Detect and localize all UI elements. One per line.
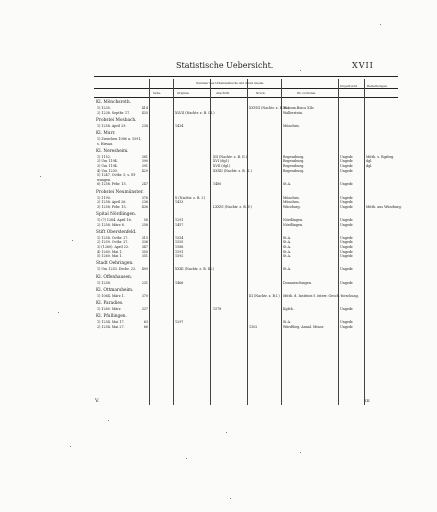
cell-ungedruckt: Ungedr. [340, 195, 354, 200]
cell-wo: St.A. [283, 245, 292, 249]
cell-original: 1555 [175, 240, 184, 245]
cell-seite: 390 [141, 159, 148, 164]
row-label: 2) 1259. Octbr. 27. [97, 240, 129, 245]
cell-ungedruckt: Ungedr. [340, 254, 354, 259]
cell-ungedruckt: Ungedr. [340, 235, 354, 240]
cell-druck: 1302 [249, 324, 258, 329]
cell-original: XLVII (Nachtr. z. B. III.) [175, 110, 215, 115]
cell-original: 1466 [175, 280, 184, 285]
cell-seite: 381 [141, 154, 148, 159]
cell-druck: III (Nachtr. z. B.I.) [249, 293, 280, 298]
row-label: 2) 1238. Septbr. 17. [97, 110, 131, 115]
cell-original: 1291 [175, 218, 184, 222]
cell-original: 1592 [175, 254, 184, 259]
cell-ungedruckt: Ungedr. [340, 267, 354, 272]
row-label: 4) 1260. Mai 1. [97, 249, 123, 254]
cell-wo: St.A. [283, 240, 292, 245]
section-title: Kl. Mönchsroth. [96, 100, 131, 105]
column-ungedruckt-header: Ungedruckt. [340, 84, 358, 88]
cell-wo: Nördlingen. [283, 222, 304, 227]
section-title: Kl. Paradies. [96, 301, 124, 306]
row-label: 2) 1258. März 8. [97, 222, 125, 227]
cell-original: 1433 [175, 200, 184, 205]
row-label: 2) 1254. Mai 27. [97, 324, 125, 329]
row-label: 4) Um 1230. [97, 168, 118, 173]
section-title: Kl. Murr. [96, 131, 116, 136]
cell-bemerkungen: dgl. [366, 164, 373, 168]
cell-original: 1588 [175, 245, 184, 249]
cell-ungedruckt: Ungedr. [340, 182, 354, 187]
cell-druck: XXVIII (Nachtr. z. B. II.) [249, 106, 290, 110]
cell-abschrift: 1480 [213, 182, 222, 187]
cell-bemerkungen: Mitth. aus Würzburg. [366, 204, 402, 209]
cell-seite: 231 [141, 280, 148, 285]
row-label: 1) 1254. Mai 17. [97, 320, 125, 325]
column-bemerkungen-header: Bemerkungen. [367, 84, 388, 88]
section-title: Kl. Neresheim. [96, 148, 129, 154]
cell-wo: Regensburg. [283, 159, 305, 164]
section-title: Stadt Oehringen. [96, 261, 134, 267]
cell-bemerkungen: dgl. [366, 159, 373, 164]
cell-ungedruckt: Ungedr. [340, 240, 354, 245]
cell-seite: 236 [141, 200, 148, 205]
row-label: 1) 1258. [97, 280, 111, 285]
cell-seite: 370 [141, 293, 148, 298]
cell-ungedruckt: Ungedr. [340, 245, 354, 249]
cell-ungedruckt: Ungedr. [340, 320, 354, 325]
row-label: 1) 1260. März [97, 307, 121, 311]
cell-ungedruckt: Ungedr. [340, 159, 354, 164]
row-label: 5) 1247. Octbr. 5, s. El- [97, 173, 136, 178]
cell-ungedruckt: Ungedr. [340, 324, 354, 329]
cell-abschrift: LXXVI (Nachtr. z. B. V.) [213, 204, 252, 209]
cell-wo: St.A. [283, 235, 292, 240]
page-number: XVII [352, 61, 374, 70]
signature-mark: V. [95, 398, 100, 404]
section-title: Kl. Ottmarsheim. [96, 287, 134, 293]
cell-wo: Regensburg. [283, 164, 305, 168]
cell-wo: Donaueschingen. [283, 280, 312, 285]
cell-seite: 56 [143, 218, 148, 222]
cell-seite: 337 [141, 307, 148, 311]
cell-seite: 435 [141, 110, 148, 115]
row-label: 3) (1260). April 23. [97, 245, 129, 249]
row-label: 1) 1064. März 1. [97, 293, 125, 298]
row-label: 1) 1258. April 29. [97, 123, 127, 128]
row-label: 1) 1152. [97, 154, 111, 159]
cell-wo: Regensburg. [283, 168, 305, 173]
cell-wo: München. [283, 123, 300, 128]
cell-wo: Nördlingen. [283, 218, 304, 222]
row-label: 3) Um 1194. [97, 164, 118, 168]
cell-ungedruckt: Ungedr. [340, 168, 354, 173]
cell-seite: 347 [141, 245, 148, 249]
cell-wo: Monum.Boica XIIs [283, 106, 314, 110]
cell-ungedruckt: Ungedr. [340, 222, 354, 227]
cell-seite: 63 [143, 320, 148, 325]
cell-ungedruckt: Ungedr. [340, 200, 354, 205]
cell-wo: St.A. [283, 320, 292, 325]
row-label: 1) Um 1253. Decbr. 23. [97, 267, 136, 272]
column-original-header: Original. [177, 91, 190, 95]
column-group-header: Nummer des Urkundenbuchs und deren Quelle. [196, 81, 265, 85]
rule-header [94, 97, 398, 98]
cell-wo: St.A. [283, 254, 292, 259]
cell-wo: St.A. [283, 182, 292, 187]
cell-ungedruckt: Ungedr. [340, 164, 354, 168]
cell-abschrift: XVII (dgl.) [213, 164, 231, 168]
cell-abschrift: XXXII (Nachtr. z. B. II.) [213, 168, 252, 173]
cell-wo: Würzburg. [283, 204, 301, 209]
section-title: Stift Oberstenfeld. [96, 229, 137, 235]
section-title: Probstei Neumünster. [96, 189, 144, 195]
cell-wo: St.A. [283, 267, 292, 272]
section-title: Kl. Offenhausen. [96, 274, 133, 280]
page-title: Statistische Uebersicht. [176, 61, 274, 70]
cell-bemerkungen: Mitth. s. Rgsbrg. [366, 154, 395, 159]
cell-seite: 409 [141, 267, 148, 272]
row-label: 3) 1258. Febr. 15. [97, 204, 127, 209]
row-label: 1) 1235. [97, 106, 111, 110]
cell-abschrift: XII (Nachtr. z. B. II.) [213, 154, 248, 159]
cell-wo: Regensburg. [283, 154, 305, 159]
row-label: wangen. [97, 177, 112, 182]
rule-group [94, 88, 398, 89]
cell-seite: 414 [141, 106, 148, 110]
section-title: Kl. Pfullingen. [96, 314, 127, 320]
row-label: 2) 1258. April 26. [97, 200, 127, 205]
rule-top [94, 76, 398, 77]
row-label: s. Hirsau. [97, 141, 114, 146]
cell-seite: 66 [143, 324, 148, 329]
cell-seite: 391 [141, 164, 148, 168]
row-label: 1) Zwischen 1086 u. 1091, [97, 137, 142, 141]
cell-wo: Kgleh. [283, 307, 294, 311]
cell-original: 1591 [175, 249, 184, 254]
cell-ungedruckt: Ungedr. [340, 249, 354, 254]
cell-abschrift: 1578 [213, 307, 222, 311]
footer-page-number: III [365, 398, 370, 403]
cell-wo: St.A. [283, 249, 292, 254]
row-label: 1) (?) 1264. April 16. [97, 218, 132, 222]
cell-seite: 238 [141, 123, 148, 128]
row-label: 5) 1260. Mai 1. [97, 254, 123, 259]
column-seite-header: Seite. [153, 91, 162, 95]
cell-original: 1297 [175, 320, 184, 325]
cell-seite: 350 [141, 249, 148, 254]
cell-seite: 351 [141, 254, 148, 259]
cell-seite: 376 [141, 195, 148, 200]
cell-ungedruckt: Ungedr. [340, 307, 354, 311]
row-label: 2) Um 1194. [97, 159, 118, 164]
row-label: 1) 1190. [97, 195, 111, 200]
cell-seite: 436 [141, 204, 148, 209]
column-druck-header: Druck. [256, 91, 266, 95]
column-abschrift-header: Abschrift. [216, 91, 230, 95]
cell-ungedruckt: Ungedr. [340, 204, 354, 209]
cell-ungedruckt: Ungedr. [340, 218, 354, 222]
cell-original: 1434 [175, 123, 184, 128]
column-wo-header: Wo zu finden. [297, 91, 317, 95]
row-label: 6) 1258. Febr. 15. [97, 182, 127, 187]
cell-original: XXIII (Nachtr. z. B. III.) [175, 267, 214, 272]
cell-seite: 420 [141, 168, 148, 173]
cell-seite: 247 [141, 182, 148, 187]
cell-ungedruckt: Ungedr. [340, 154, 354, 159]
cell-wo: Würdtbrg. Annal. Minor. [283, 324, 324, 329]
cell-seite: 336 [141, 240, 148, 245]
section-title: Probstei Mosbach. [96, 117, 137, 123]
cell-original: 1554 [175, 235, 184, 240]
cell-abschrift: XVI (dgl.) [213, 159, 229, 164]
section-title: Spital Nördlingen. [96, 212, 137, 217]
cell-ungedruckt: Ungedr. [340, 280, 354, 285]
cell-original: X (Nachtr. z. B. I.) [175, 195, 206, 200]
cell-seite: 258 [141, 222, 148, 227]
cell-original: 1457 [175, 222, 184, 227]
cell-seite: 315 [141, 235, 148, 240]
cell-wo: Mitth. d. Instituts f. österr. Gesch.-forschung. [283, 293, 359, 298]
row-label: 1) 1258. Octbr. 27. [97, 235, 129, 240]
cell-wo: Wallerstein. [283, 110, 303, 115]
cell-wo: München. [283, 200, 300, 205]
cell-wo: München. [283, 195, 300, 200]
